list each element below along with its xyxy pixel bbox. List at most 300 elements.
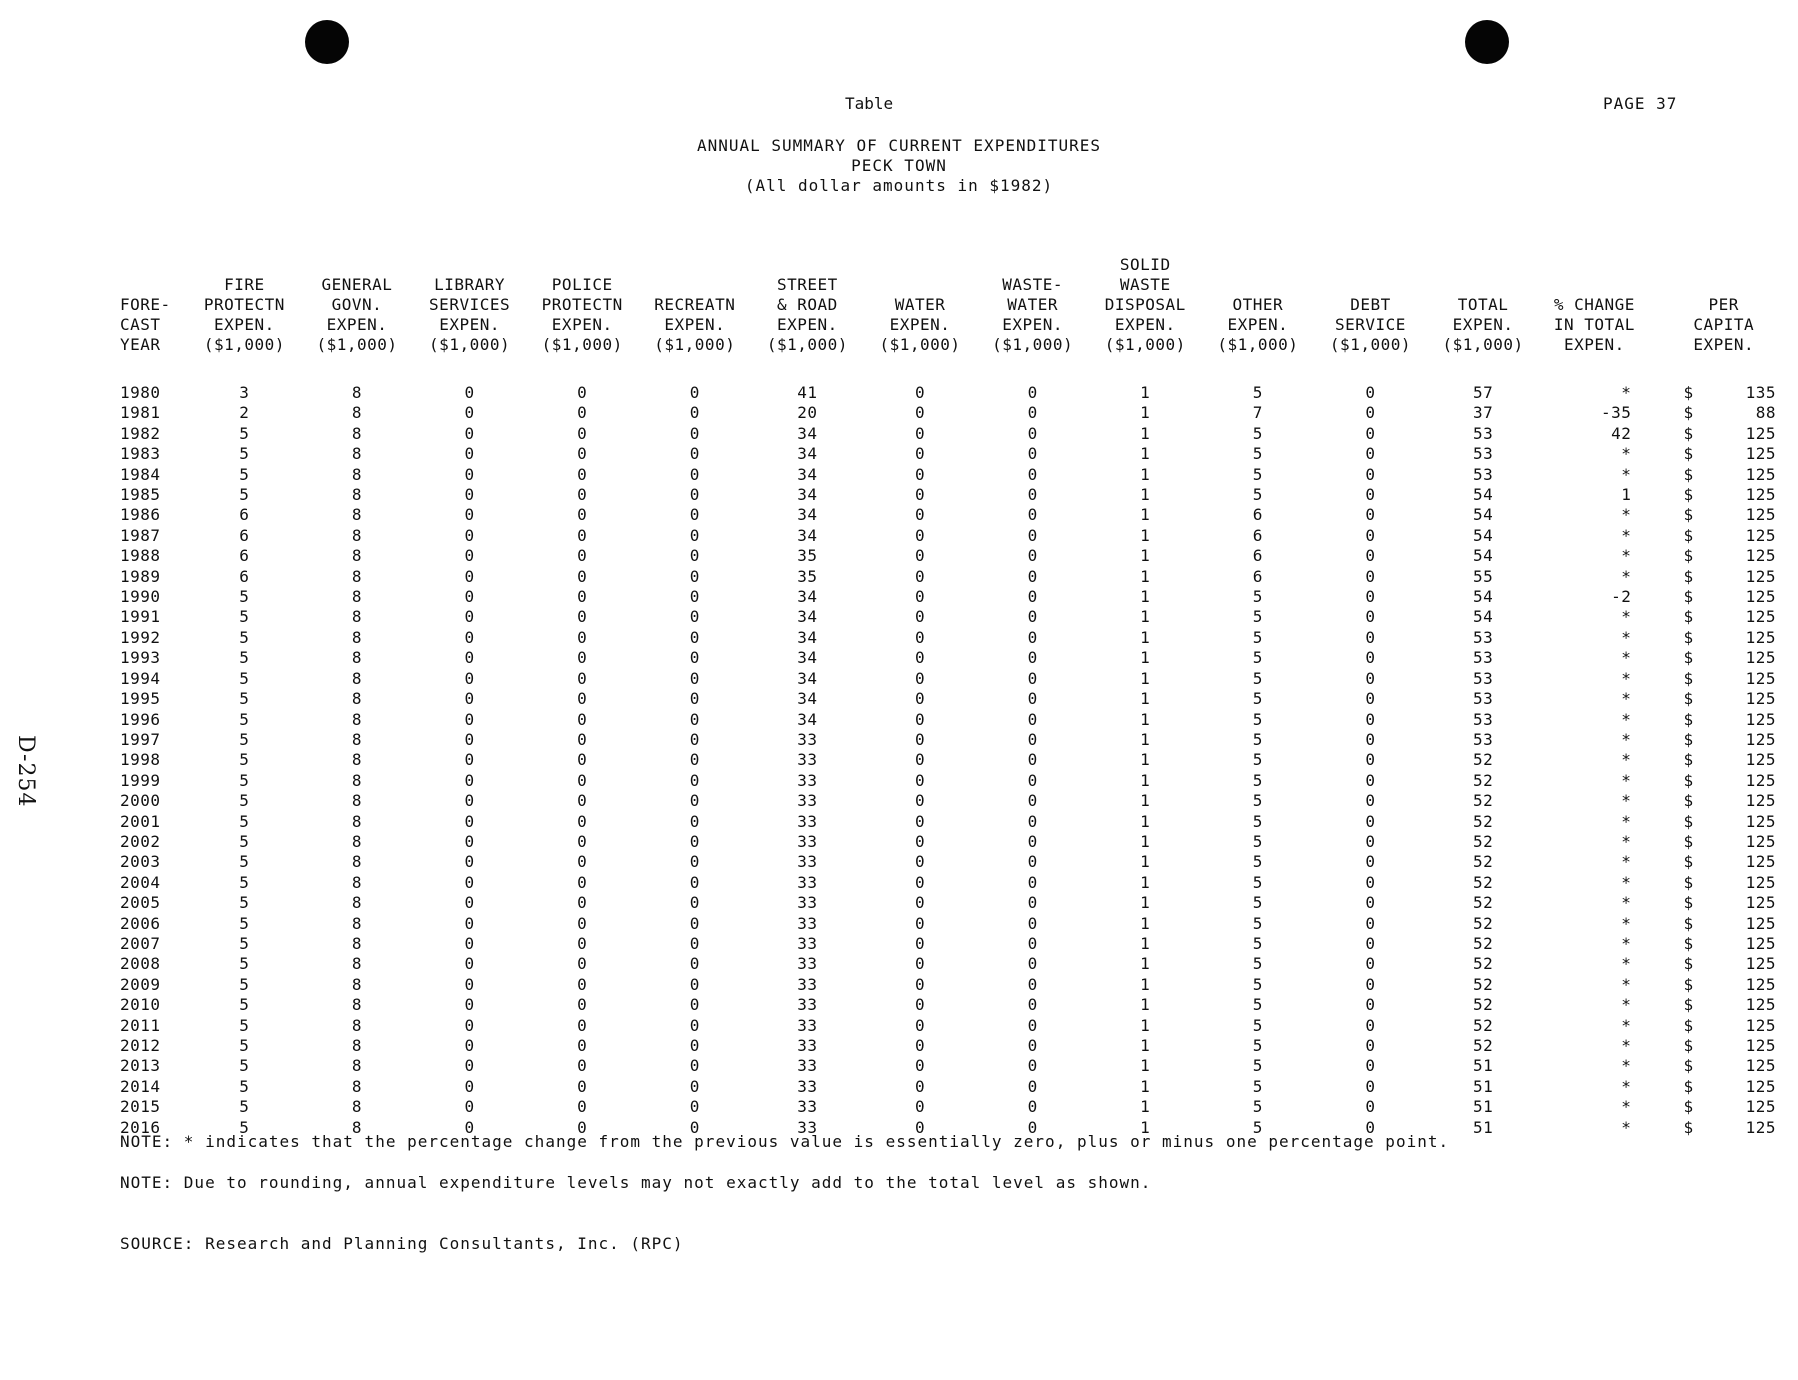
- table-cell: 0: [689, 995, 700, 1015]
- table-cell: 5: [239, 791, 250, 811]
- table-cell: 5: [1252, 933, 1263, 953]
- table-cell: 0: [464, 383, 475, 402]
- per-capita-value: 125: [1745, 648, 1776, 668]
- table-cell: 0: [577, 831, 588, 851]
- table-row: [112, 852, 1798, 872]
- per-capita-value: 125: [1745, 770, 1776, 790]
- table-cell: 0: [1027, 587, 1038, 607]
- per-capita-value: 125: [1745, 1015, 1776, 1035]
- year-cell: 1999: [120, 770, 161, 790]
- table-cell: 8: [351, 913, 363, 933]
- table-cell: 33: [797, 831, 818, 851]
- table-row: [112, 934, 1798, 954]
- table-cell: 0: [914, 423, 926, 443]
- table-cell: 34: [797, 423, 818, 443]
- table-cell: 54: [1472, 505, 1494, 525]
- table-cell: 8: [351, 546, 363, 566]
- table-cell: 0: [577, 770, 588, 790]
- table-cell: 0: [577, 1076, 588, 1096]
- table-cell: 34: [797, 607, 818, 627]
- table-cell: 5: [1252, 464, 1263, 484]
- table-cell: 0: [689, 444, 700, 464]
- table-cell: 52: [1472, 831, 1494, 851]
- table-cell: *: [1621, 566, 1632, 586]
- table-row: [112, 424, 1798, 444]
- table-row: [112, 1097, 1798, 1117]
- dollar-sign: $: [1683, 587, 1694, 607]
- table-cell: 0: [464, 464, 475, 484]
- table-cell: 0: [1027, 444, 1038, 464]
- table-row: [112, 546, 1798, 566]
- table-cell: 0: [1027, 505, 1038, 525]
- table-cell: 0: [689, 525, 700, 545]
- per-capita-value: 125: [1745, 1097, 1776, 1117]
- table-cell: 0: [689, 464, 700, 484]
- per-capita-value: 125: [1745, 1076, 1776, 1096]
- dollar-sign: $: [1683, 729, 1694, 749]
- per-capita-cell: [1649, 689, 1798, 709]
- dollar-sign: $: [1683, 505, 1694, 525]
- year-cell: 1993: [120, 648, 161, 668]
- table-cell: *: [1621, 689, 1632, 709]
- table-cell: 0: [914, 913, 926, 933]
- table-cell: 0: [577, 627, 588, 647]
- table-cell: 0: [464, 403, 475, 423]
- table-cell: 5: [239, 893, 250, 913]
- table-cell: 5: [239, 913, 250, 933]
- table-cell: 0: [577, 464, 588, 484]
- table-cell: 0: [914, 648, 926, 668]
- per-capita-cell: [1649, 403, 1798, 423]
- table-cell: 0: [464, 791, 475, 811]
- per-capita-value: 125: [1745, 729, 1776, 749]
- year-cell: 2005: [120, 893, 161, 913]
- table-cell: 0: [1027, 750, 1038, 770]
- table-cell: 0: [689, 893, 700, 913]
- table-cell: 0: [464, 1097, 475, 1117]
- per-capita-value: 125: [1745, 485, 1776, 505]
- table-cell: 0: [577, 974, 588, 994]
- table-cell: 1: [1140, 627, 1151, 647]
- table-cell: 0: [577, 689, 588, 709]
- table-cell: 0: [689, 709, 700, 729]
- table-cell: *: [1621, 464, 1632, 484]
- table-cell: 5: [1252, 1117, 1263, 1137]
- table-cell: 0: [1027, 566, 1038, 586]
- table-cell: 1: [1140, 607, 1151, 627]
- table-row: [112, 485, 1798, 505]
- table-cell: 0: [464, 648, 475, 668]
- table-cell: 0: [689, 485, 700, 505]
- table-cell: 0: [1027, 464, 1038, 484]
- table-cell: 37: [1472, 403, 1494, 423]
- table-cell: 0: [689, 933, 700, 953]
- table-cell: 0: [1365, 770, 1376, 790]
- year-cell: 1989: [120, 566, 161, 586]
- table-cell: 0: [464, 852, 475, 872]
- per-capita-cell: [1649, 505, 1798, 525]
- table-cell: 1: [1140, 505, 1151, 525]
- table-cell: 0: [464, 668, 475, 688]
- table-cell: 0: [689, 852, 700, 872]
- column-header: FORE- CAST YEAR: [120, 295, 171, 354]
- table-cell: 0: [1027, 689, 1038, 709]
- table-cell: 5: [239, 668, 250, 688]
- table-cell: 0: [689, 648, 700, 668]
- table-cell: 5: [239, 831, 250, 851]
- per-capita-cell: [1649, 485, 1798, 505]
- table-cell: 8: [351, 831, 363, 851]
- table-cell: 8: [351, 709, 363, 729]
- table-cell: 0: [577, 444, 588, 464]
- table-cell: 0: [464, 709, 475, 729]
- per-capita-cell: [1649, 832, 1798, 852]
- table-cell: 34: [797, 587, 818, 607]
- table-cell: 0: [914, 893, 926, 913]
- per-capita-cell: [1649, 1016, 1798, 1036]
- table-cell: *: [1621, 1015, 1632, 1035]
- table-cell: 20: [797, 403, 818, 423]
- table-cell: 0: [914, 831, 926, 851]
- table-cell: 0: [914, 750, 926, 770]
- table-cell: 0: [689, 689, 700, 709]
- table-cell: 5: [1252, 913, 1263, 933]
- dollar-sign: $: [1683, 750, 1694, 770]
- table-cell: 0: [577, 1056, 588, 1076]
- table-cell: 33: [797, 974, 818, 994]
- table-cell: 0: [689, 505, 700, 525]
- table-cell: 0: [914, 444, 926, 464]
- per-capita-cell: [1649, 852, 1798, 872]
- table-cell: 0: [1027, 872, 1038, 892]
- table-cell: 33: [797, 1056, 818, 1076]
- table-cell: 0: [577, 668, 588, 688]
- dollar-sign: $: [1683, 1056, 1694, 1076]
- table-cell: 0: [1365, 954, 1376, 974]
- table-cell: 0: [1365, 1036, 1376, 1055]
- table-row: [112, 689, 1798, 709]
- table-cell: 54: [1472, 607, 1494, 627]
- table-cell: 5: [239, 1097, 250, 1117]
- table-cell: 34: [797, 709, 818, 729]
- per-capita-value: 125: [1745, 546, 1776, 566]
- table-cell: 53: [1472, 729, 1494, 749]
- table-row: [112, 1077, 1798, 1097]
- table-cell: 6: [239, 525, 250, 545]
- table-cell: 0: [1027, 423, 1038, 443]
- table-cell: 6: [239, 566, 250, 586]
- table-cell: 42: [1611, 423, 1632, 443]
- per-capita-cell: [1649, 444, 1798, 464]
- column-header: OTHER EXPEN. ($1,000): [1217, 295, 1299, 354]
- table-cell: 0: [914, 485, 926, 505]
- table-cell: 0: [914, 954, 926, 974]
- table-cell: 1: [1140, 974, 1151, 994]
- dollar-sign: $: [1683, 791, 1694, 811]
- table-cell: 0: [1365, 831, 1376, 851]
- table-cell: 0: [914, 770, 926, 790]
- year-cell: 1980: [120, 383, 161, 402]
- table-cell: 5: [1252, 648, 1263, 668]
- table-cell: 3: [239, 383, 250, 402]
- table-cell: 0: [464, 750, 475, 770]
- dollar-sign: $: [1683, 1076, 1694, 1096]
- table-cell: 51: [1472, 1076, 1494, 1096]
- table-cell: 0: [689, 770, 700, 790]
- table-cell: 0: [914, 811, 926, 831]
- table-row: [112, 444, 1798, 464]
- table-cell: 1: [1140, 770, 1151, 790]
- table-row: [112, 403, 1798, 423]
- table-row: [112, 628, 1798, 648]
- table-cell: 8: [351, 505, 363, 525]
- table-cell: 0: [914, 1076, 926, 1096]
- table-cell: 5: [1252, 811, 1263, 831]
- table-cell: 0: [464, 485, 475, 505]
- per-capita-cell: [1649, 567, 1798, 587]
- dollar-sign: $: [1683, 403, 1694, 423]
- table-cell: 0: [1027, 525, 1038, 545]
- table-cell: 52: [1472, 811, 1494, 831]
- table-cell: 0: [1027, 995, 1038, 1015]
- dollar-sign: $: [1683, 1036, 1694, 1055]
- table-cell: 0: [577, 648, 588, 668]
- per-capita-cell: [1649, 587, 1798, 607]
- table-cell: 0: [1365, 464, 1376, 484]
- table-cell: 34: [797, 627, 818, 647]
- table-cell: 5: [239, 1015, 250, 1035]
- table-cell: *: [1621, 831, 1632, 851]
- year-cell: 1983: [120, 444, 161, 464]
- table-cell: 0: [1365, 872, 1376, 892]
- per-capita-cell: [1649, 730, 1798, 750]
- per-capita-cell: [1649, 465, 1798, 485]
- per-capita-value: 125: [1745, 668, 1776, 688]
- table-cell: 0: [577, 566, 588, 586]
- table-cell: 5: [1252, 791, 1263, 811]
- table-cell: *: [1621, 974, 1632, 994]
- table-cell: 6: [1252, 566, 1263, 586]
- table-row: [112, 812, 1798, 832]
- table-cell: 0: [689, 1097, 700, 1117]
- per-capita-cell: [1649, 526, 1798, 546]
- table-cell: 8: [351, 1076, 363, 1096]
- dollar-sign: $: [1683, 974, 1694, 994]
- per-capita-value: 125: [1745, 689, 1776, 709]
- table-row: [112, 587, 1798, 607]
- table-cell: 34: [797, 689, 818, 709]
- table-cell: 5: [1252, 750, 1263, 770]
- table-cell: 0: [1027, 1097, 1038, 1117]
- table-cell: 51: [1472, 1117, 1494, 1137]
- table-cell: 0: [1365, 1015, 1376, 1035]
- dollar-sign: $: [1683, 444, 1694, 464]
- table-cell: 1: [1140, 933, 1151, 953]
- per-capita-cell: [1649, 1036, 1798, 1056]
- table-cell: 1: [1140, 1076, 1151, 1096]
- per-capita-value: 125: [1745, 627, 1776, 647]
- table-cell: 33: [797, 1117, 818, 1137]
- table-cell: *: [1621, 954, 1632, 974]
- table-cell: *: [1621, 791, 1632, 811]
- side-page-label: [13, 735, 110, 808]
- table-cell: *: [1621, 505, 1632, 525]
- table-cell: 5: [1252, 954, 1263, 974]
- table-cell: 33: [797, 1036, 818, 1055]
- table-cell: *: [1621, 668, 1632, 688]
- table-cell: 0: [914, 872, 926, 892]
- table-cell: 51: [1472, 1056, 1494, 1076]
- table-cell: 53: [1472, 464, 1494, 484]
- dollar-sign: $: [1683, 954, 1694, 974]
- table-cell: 53: [1472, 423, 1494, 443]
- table-cell: 0: [577, 852, 588, 872]
- year-cell: 1991: [120, 607, 161, 627]
- table-cell: 33: [797, 933, 818, 953]
- table-cell: 52: [1472, 770, 1494, 790]
- table-cell: 0: [1365, 974, 1376, 994]
- table-cell: 0: [1365, 607, 1376, 627]
- table-cell: 0: [1365, 729, 1376, 749]
- dollar-sign: $: [1683, 668, 1694, 688]
- table-cell: 1: [1140, 750, 1151, 770]
- table-cell: 52: [1472, 872, 1494, 892]
- dollar-sign: $: [1683, 423, 1694, 443]
- table-row: [112, 567, 1798, 587]
- table-cell: 0: [1365, 627, 1376, 647]
- column-header: WATER EXPEN. ($1,000): [879, 295, 961, 354]
- table-cell: 1: [1140, 689, 1151, 709]
- table-cell: 53: [1472, 648, 1494, 668]
- table-cell: 0: [1027, 954, 1038, 974]
- table-cell: 0: [464, 974, 475, 994]
- table-body: [112, 383, 1798, 1138]
- table-cell: 53: [1472, 627, 1494, 647]
- table-cell: 0: [1027, 913, 1038, 933]
- table-cell: 5: [1252, 1056, 1263, 1076]
- table-cell: 0: [914, 689, 926, 709]
- table-cell: 33: [797, 893, 818, 913]
- table-cell: 53: [1472, 689, 1494, 709]
- table-cell: *: [1621, 383, 1632, 402]
- table-cell: 33: [797, 750, 818, 770]
- table-cell: 0: [1365, 668, 1376, 688]
- table-cell: 0: [577, 403, 588, 423]
- table-cell: 0: [689, 811, 700, 831]
- table-cell: 0: [464, 954, 475, 974]
- table-cell: 8: [351, 566, 363, 586]
- table-cell: *: [1621, 648, 1632, 668]
- table-cell: 0: [689, 607, 700, 627]
- table-cell: 0: [689, 668, 700, 688]
- table-cell: *: [1621, 627, 1632, 647]
- expenditures-table: [112, 255, 1798, 1138]
- table-cell: 0: [464, 1117, 475, 1137]
- dollar-sign: $: [1683, 770, 1694, 790]
- table-cell: *: [1621, 872, 1632, 892]
- table-cell: 0: [914, 995, 926, 1015]
- per-capita-cell: [1649, 1056, 1798, 1076]
- table-cell: *: [1621, 709, 1632, 729]
- table-row: [112, 710, 1798, 730]
- per-capita-cell: [1649, 771, 1798, 791]
- dollar-sign: $: [1683, 893, 1694, 913]
- table-cell: 52: [1472, 995, 1494, 1015]
- table-cell: *: [1621, 1036, 1632, 1055]
- table-cell: 0: [464, 729, 475, 749]
- dollar-sign: $: [1683, 831, 1694, 851]
- table-cell: 54: [1472, 485, 1494, 505]
- table-cell: 0: [689, 587, 700, 607]
- table-cell: 0: [689, 1036, 700, 1055]
- title-line-1: ANNUAL SUMMARY OF CURRENT EXPENDITURES: [696, 136, 1102, 155]
- table-cell: 0: [1365, 587, 1376, 607]
- per-capita-value: 125: [1745, 995, 1776, 1015]
- document-title: [0, 136, 1798, 196]
- table-cell: 5: [1252, 627, 1263, 647]
- table-cell: 1: [1140, 954, 1151, 974]
- per-capita-value: 125: [1745, 1056, 1776, 1076]
- year-cell: 2003: [120, 852, 161, 872]
- table-cell: 8: [351, 1036, 363, 1055]
- table-cell: 0: [914, 566, 926, 586]
- table-cell: 33: [797, 729, 818, 749]
- table-cell: 0: [577, 995, 588, 1015]
- table-cell: 0: [1027, 709, 1038, 729]
- table-row: [112, 1056, 1798, 1076]
- per-capita-cell: [1649, 648, 1798, 668]
- table-cell: 8: [351, 525, 363, 545]
- per-capita-cell: [1649, 812, 1798, 832]
- table-cell: 1: [1140, 1117, 1151, 1137]
- table-cell: 8: [351, 933, 363, 953]
- table-cell: 8: [351, 872, 363, 892]
- table-cell: 0: [914, 587, 926, 607]
- per-capita-cell: [1649, 383, 1798, 403]
- table-cell: 5: [239, 648, 250, 668]
- table-cell: 0: [1027, 648, 1038, 668]
- year-cell: 2011: [120, 1015, 161, 1035]
- year-cell: 2013: [120, 1056, 161, 1076]
- year-cell: 2002: [120, 831, 161, 851]
- table-cell: 5: [239, 729, 250, 749]
- side-label-text: D-254: [13, 735, 38, 808]
- year-cell: 1982: [120, 423, 161, 443]
- table-caption: Table: [845, 94, 894, 113]
- table-cell: 0: [1365, 485, 1376, 505]
- table-cell: 33: [797, 791, 818, 811]
- table-cell: 0: [914, 505, 926, 525]
- table-cell: 52: [1472, 913, 1494, 933]
- per-capita-cell: [1649, 791, 1798, 811]
- table-row: [112, 526, 1798, 546]
- table-cell: 0: [689, 1117, 700, 1137]
- table-cell: 1: [1140, 587, 1151, 607]
- table-cell: 5: [239, 689, 250, 709]
- table-cell: 8: [351, 811, 363, 831]
- table-cell: 1: [1140, 811, 1151, 831]
- table-cell: 5: [1252, 770, 1263, 790]
- table-cell: 0: [1365, 423, 1376, 443]
- table-cell: 8: [351, 607, 363, 627]
- table-cell: 5: [1252, 995, 1263, 1015]
- table-cell: 0: [914, 1015, 926, 1035]
- table-cell: 34: [797, 505, 818, 525]
- table-cell: 1: [1140, 546, 1151, 566]
- table-cell: 34: [797, 525, 818, 545]
- table-cell: 0: [689, 403, 700, 423]
- table-cell: 5: [239, 852, 250, 872]
